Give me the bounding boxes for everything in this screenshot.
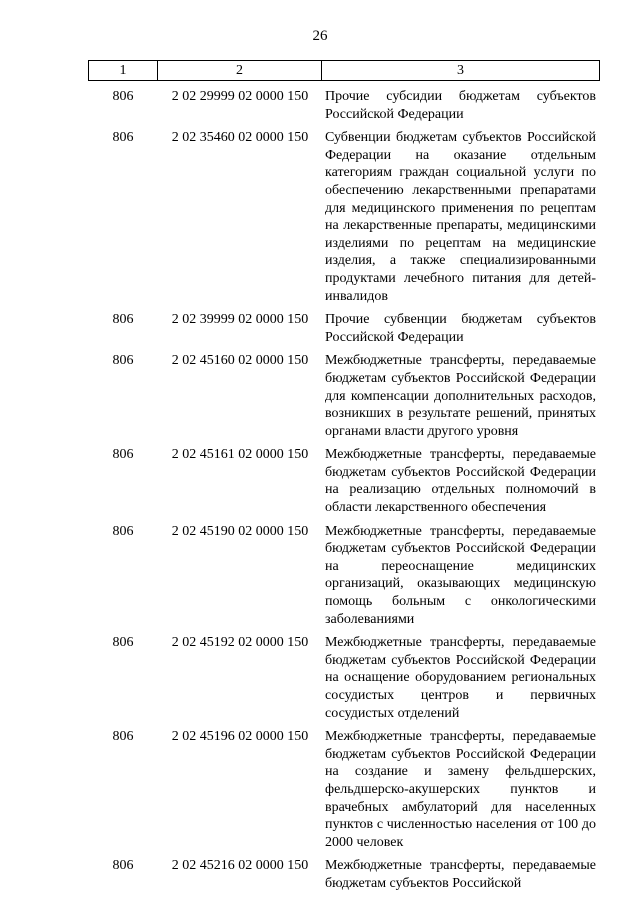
admin-code: 806 — [112, 635, 134, 651]
revenue-description: Межбюджетные трансферты, передаваемые бюджетам субъектов Российской — [325, 858, 596, 891]
table-row — [0, 88, 640, 123]
table-body — [0, 88, 640, 899]
admin-code: 806 — [112, 729, 134, 745]
table-row — [0, 446, 640, 516]
admin-code: 806 — [112, 523, 134, 539]
revenue-description: Прочие субвенции бюджетам субъектов Российской Федерации — [325, 312, 596, 345]
admin-code: 806 — [112, 447, 134, 463]
revenue-code: 2 02 35460 02 0000 150 — [171, 130, 309, 146]
revenue-description: Межбюджетные трансферты, передаваемые бюджетам субъектов Российской Федерации на переоснащение медицинских организаций, оказывающих медицинскую помощь больным с онкологическими заболеваниями — [325, 523, 596, 627]
revenue-code: 2 02 45161 02 0000 150 — [171, 447, 309, 463]
admin-code: 806 — [112, 858, 134, 874]
revenue-description: Межбюджетные трансферты, передаваемые бюджетам субъектов Российской Федерации для компенсации дополнительных расходов, возникших в результате решений, принятых органами власти другого уровня — [325, 353, 596, 439]
revenue-code: 2 02 45196 02 0000 150 — [171, 729, 309, 745]
revenue-code: 2 02 45190 02 0000 150 — [171, 523, 309, 539]
table-row — [0, 311, 640, 346]
revenue-description: Субвенции бюджетам субъектов Российской Федерации на оказание отдельным категориям граждан социальной услуги по обеспечению лекарственными препаратами для медицинского применения по рецептам на лекарственные препараты, медицинскими изделиями по рецептам на медицинские изделия, а также специализированными продуктами лечебного питания для детей-инвалидов — [325, 130, 596, 304]
table-row — [0, 857, 640, 892]
column-header-2: 2 — [158, 61, 322, 80]
admin-code: 806 — [112, 130, 134, 146]
column-header-row — [88, 60, 600, 81]
column-header-1: 1 — [89, 61, 158, 80]
revenue-description: Межбюджетные трансферты, передаваемые бюджетам субъектов Российской Федерации на оснащение оборудованием региональных сосудистых центров и первичных сосудистых отделений — [325, 635, 596, 721]
column-header-3: 3 — [457, 62, 464, 78]
revenue-description: Прочие субсидии бюджетам субъектов Российской Федерации — [325, 89, 596, 122]
revenue-code: 2 02 29999 02 0000 150 — [171, 89, 309, 104]
revenue-code: 2 02 45160 02 0000 150 — [171, 353, 309, 369]
admin-code: 806 — [112, 312, 134, 328]
table-row — [0, 523, 640, 629]
page-number: 26 — [312, 28, 328, 44]
revenue-code: 2 02 39999 02 0000 150 — [171, 312, 309, 328]
table-row — [0, 634, 640, 722]
revenue-description: Межбюджетные трансферты, передаваемые бюджетам субъектов Российской Федерации на реализацию отдельных полномочий в области лекарственного обеспечения — [325, 447, 596, 516]
admin-code: 806 — [112, 89, 134, 104]
revenue-code: 2 02 45216 02 0000 150 — [171, 858, 309, 874]
revenue-code: 2 02 45192 02 0000 150 — [171, 635, 309, 651]
revenue-description: Межбюджетные трансферты, передаваемые бюджетам субъектов Российской Федерации на создание и замену фельдшерских, фельдшерско-акушерских пунктов и врачебных амбулаторий для населенных пунктов с численностью населения от 100 до 2000 человек — [325, 729, 596, 850]
table-row — [0, 352, 640, 440]
admin-code: 806 — [112, 353, 134, 369]
table-row — [0, 728, 640, 851]
table-row — [0, 129, 640, 305]
